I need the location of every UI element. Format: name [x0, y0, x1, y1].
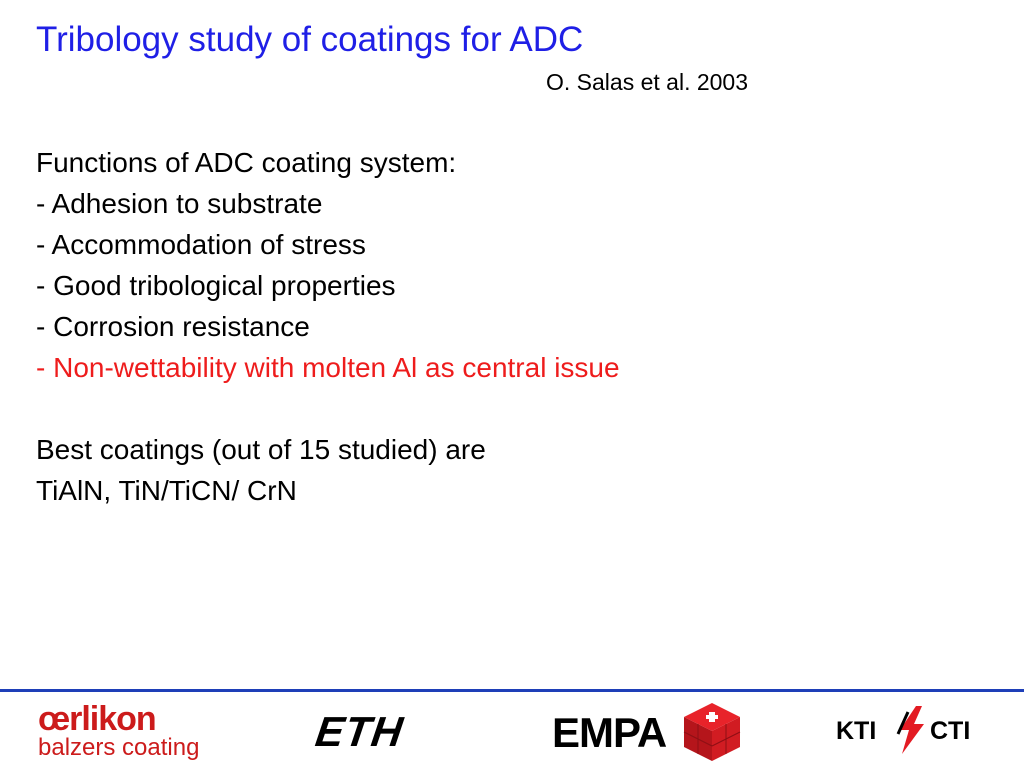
- footer-divider: [0, 689, 1024, 692]
- slide-body: [36, 142, 620, 511]
- kti-cti-logo: [834, 704, 984, 756]
- empa-logo: [552, 701, 752, 761]
- best-coatings-list: TiAlN, TiN/TiCN/ CrN: [36, 475, 297, 506]
- function-item: - Accommodation of stress: [36, 229, 366, 260]
- functions-heading: Functions of ADC coating system:: [36, 147, 457, 178]
- reference-citation: O. Salas et al. 2003: [546, 69, 749, 95]
- eth-logo: ETH: [312, 708, 407, 755]
- kti-text: KTI: [836, 717, 877, 745]
- lightning-bolt-icon: [894, 704, 930, 756]
- best-coatings-line: Best coatings (out of 15 studied) are: [36, 434, 486, 465]
- oerlikon-logo-subtitle: balzers coating: [38, 734, 200, 761]
- function-item-highlight: - Non-wettability with molten Al as central issue: [36, 352, 620, 383]
- slide-title: Tribology study of coatings for ADC: [36, 20, 584, 59]
- empa-logo-text: EMPA: [552, 709, 667, 756]
- function-item: - Good tribological properties: [36, 270, 396, 301]
- cti-text: CTI: [930, 717, 971, 745]
- empa-cube-icon: [680, 701, 744, 763]
- oerlikon-logo: [38, 700, 200, 761]
- oerlikon-logo-name: œrlikon: [38, 700, 156, 738]
- function-item: - Adhesion to substrate: [36, 188, 323, 219]
- spacer: [36, 388, 620, 429]
- function-item: - Corrosion resistance: [36, 311, 310, 342]
